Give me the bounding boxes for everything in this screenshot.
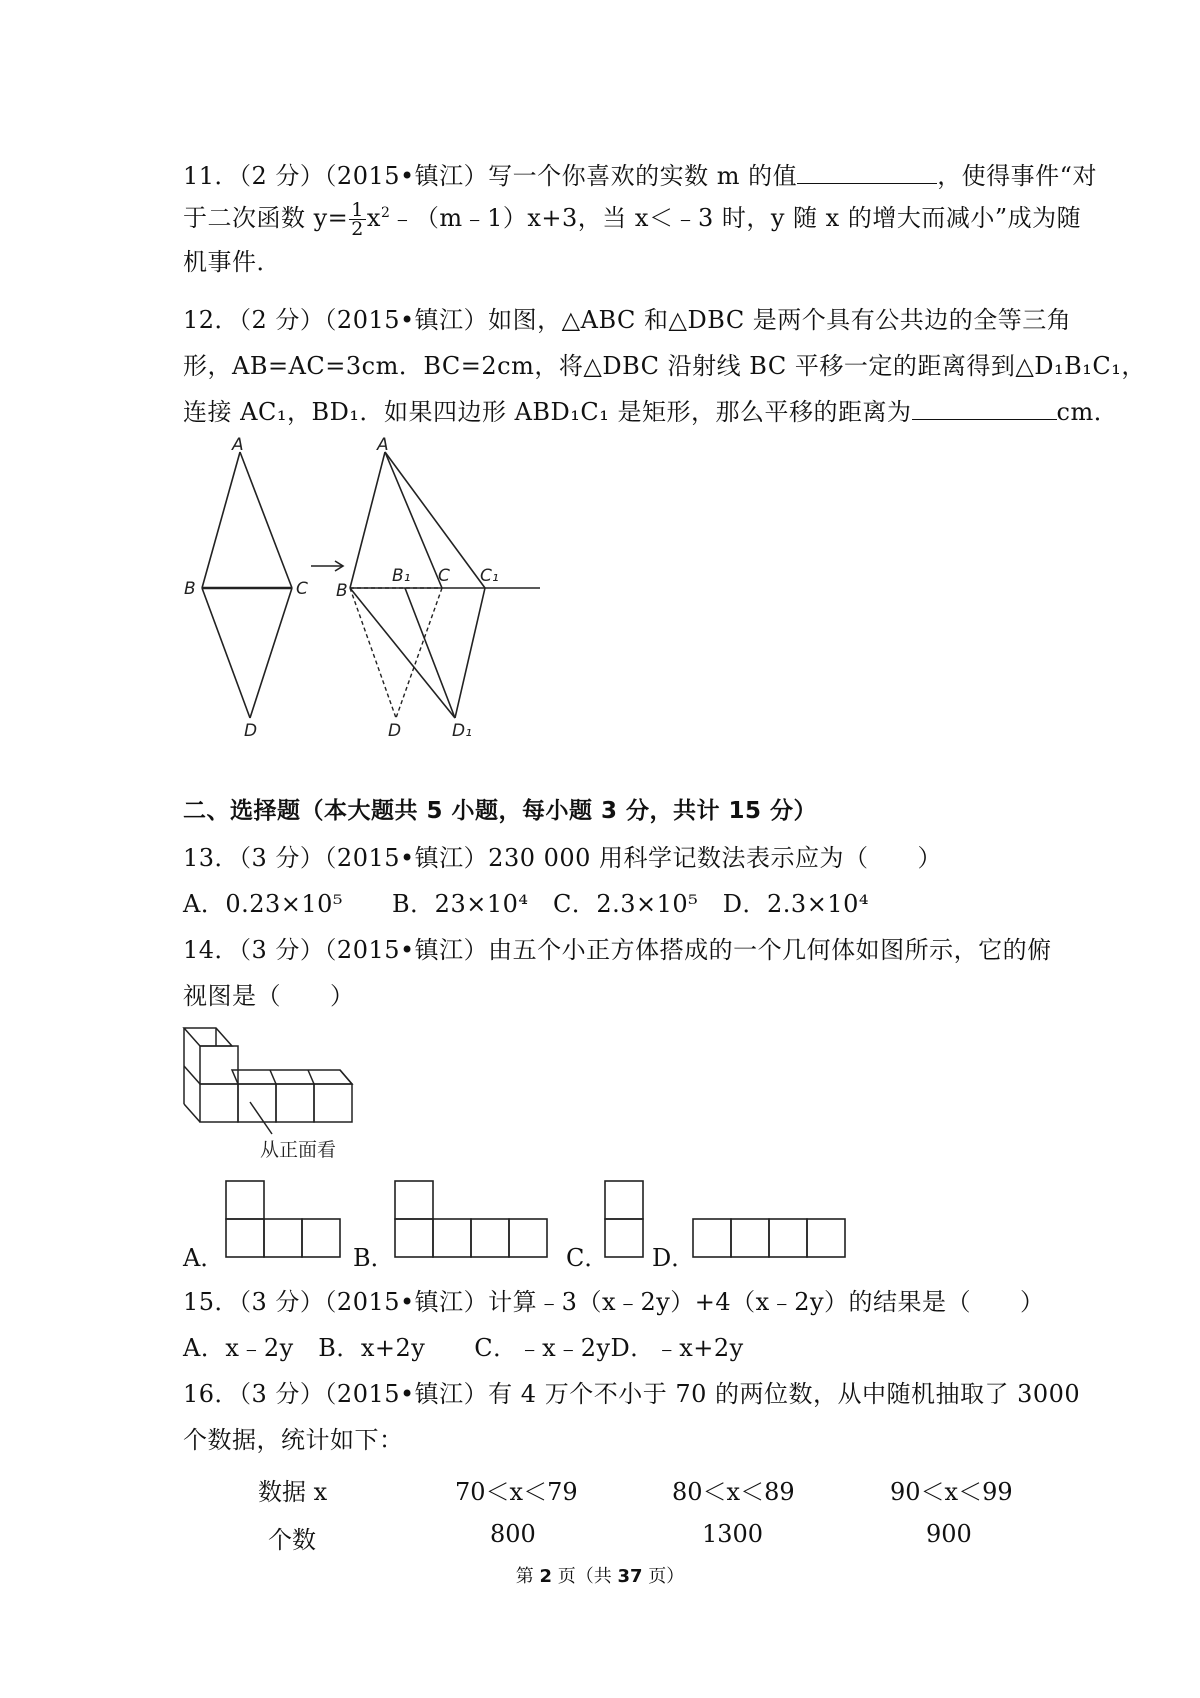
- q15-options: A．x﹣2y B．x+2y C．﹣x﹣2yD．﹣x+2y: [183, 1334, 744, 1362]
- q14-option-b-label[interactable]: B．: [353, 1244, 395, 1272]
- label-b-r: B: [336, 581, 348, 601]
- q11-line3: 机事件．: [183, 248, 281, 276]
- table-cell: 900: [926, 1520, 972, 1548]
- label-b1: B₁: [392, 566, 411, 586]
- segment-cd: [250, 588, 292, 718]
- table-cell: 个数: [268, 1526, 316, 1554]
- q11-text-1: 11．（2 分）（2015•镇江）写一个你喜欢的实数 m 的值: [183, 162, 798, 190]
- segment-b1d1: [405, 588, 455, 718]
- table-header-cell: 90＜x＜99: [890, 1478, 1013, 1506]
- table-header-cell: 70＜x＜79: [455, 1478, 578, 1506]
- q14-option-b-figure[interactable]: [394, 1180, 554, 1266]
- edge: [184, 1104, 200, 1122]
- q16-line1: 16．（3 分）（2015•镇江）有 4 万个不小于 70 的两位数，从中随机抽取了 3000: [183, 1380, 1081, 1408]
- q14-option-c-label[interactable]: C．: [566, 1244, 609, 1272]
- footer-text: 页）: [642, 1566, 685, 1587]
- section-2-heading: 二、选择题（本大题共 5 小题，每小题 3 分，共计 15 分）: [183, 798, 818, 824]
- segment-c1d1: [455, 588, 485, 718]
- table-cell: 1300: [702, 1520, 764, 1548]
- q12-text-3a: 连接 AC₁，BD₁．如果四边形 ABD₁C₁ 是矩形，那么平移的距离为: [183, 398, 912, 426]
- cube-front: [238, 1084, 276, 1122]
- label-d: D: [244, 721, 258, 741]
- q12-line2: 形，AB=AC=3cm．BC=2cm，将△DBC 沿射线 BC 平移一定的距离得到△D₁B₁C₁，: [183, 352, 1146, 380]
- q11-exponent: 2: [380, 205, 391, 221]
- label-d-r: D: [388, 721, 402, 741]
- q11-text-2: ，使得事件“对: [937, 162, 1097, 190]
- q12-figure: [180, 435, 540, 741]
- q11-text-3: 于二次函数 y=: [183, 204, 349, 232]
- q12-answer-blank[interactable]: [912, 395, 1057, 420]
- q12-line1: 12．（2 分）（2015•镇江）如图，△ABC 和△DBC 是两个具有公共边的全等三角: [183, 306, 1072, 334]
- q11-var-x: x: [366, 204, 381, 232]
- q14-option-d-figure[interactable]: [692, 1218, 852, 1264]
- segment-ab-r: [350, 452, 385, 588]
- q14-option-a-label[interactable]: A．: [183, 1244, 225, 1272]
- label-b: B: [184, 579, 196, 599]
- cube-front: [314, 1084, 352, 1122]
- cube-front: [200, 1046, 238, 1084]
- segment-bd: [202, 588, 250, 718]
- edge: [340, 1070, 352, 1084]
- fraction-denominator: 2: [351, 218, 364, 240]
- pointer-line: [250, 1102, 272, 1134]
- cube-front: [276, 1084, 314, 1122]
- q13-options: A．0.23×10⁵ B．23×10⁴ C．2.3×10⁵ D．2.3×10⁴: [183, 890, 869, 918]
- q14-solid-figure: [180, 1020, 380, 1160]
- q14-option-d-label[interactable]: D．: [652, 1244, 696, 1272]
- q11-line2: [183, 198, 1081, 238]
- table-cell: 800: [490, 1520, 536, 1548]
- q11-line1: [183, 156, 1097, 191]
- label-c: C: [296, 579, 308, 599]
- q15-stem: 15．（3 分）（2015•镇江）计算﹣3（x﹣2y）+4（x﹣2y）的结果是（ ）: [183, 1288, 1045, 1316]
- q11-text-4: ﹣（m﹣1）x+3，当 x＜﹣3 时，y 随 x 的增大而减小”成为随: [390, 204, 1082, 232]
- q13-stem: 13．（3 分）（2015•镇江）230 000 用科学记数法表示应为（ ）: [183, 844, 943, 872]
- front-view-label: 从正面看: [260, 1139, 337, 1161]
- q11-fraction: [349, 201, 366, 238]
- table-header-cell: 80＜x＜89: [672, 1478, 795, 1506]
- edge: [308, 1070, 314, 1084]
- q12-text-3b: cm．: [1056, 398, 1119, 426]
- q12-line3: [183, 392, 1118, 427]
- label-c1: C₁: [480, 566, 499, 586]
- q14-line1: 14．（3 分）（2015•镇江）由五个小正方体搭成的一个几何体如图所示，它的俯: [183, 936, 1052, 964]
- cube-top-face: [184, 1028, 232, 1046]
- total-pages: 37: [617, 1566, 643, 1587]
- edge: [184, 1066, 200, 1084]
- page-footer: [0, 1562, 1200, 1588]
- segment-bd1: [350, 588, 455, 718]
- segment-bd-dashed: [350, 588, 396, 718]
- q14-option-c-figure[interactable]: [604, 1180, 648, 1266]
- segment-ac: [240, 452, 292, 588]
- cube-top-row: [232, 1070, 352, 1084]
- page-number: 2: [539, 1566, 552, 1587]
- label-a: A: [232, 435, 244, 455]
- footer-text: 页（共: [552, 1566, 618, 1587]
- cube-front: [200, 1084, 238, 1122]
- q11-answer-blank[interactable]: [797, 159, 937, 184]
- label-a-r: A: [377, 435, 389, 455]
- fraction-numerator: 1: [351, 199, 364, 221]
- q16-line2: 个数据，统计如下：: [183, 1426, 404, 1454]
- label-d1: D₁: [452, 721, 472, 741]
- label-c-r: C: [438, 566, 450, 586]
- segment-ab: [202, 452, 240, 588]
- table-header-cell: 数据 x: [258, 1478, 328, 1506]
- q14-line2: 视图是（ ）: [183, 982, 355, 1010]
- edge: [270, 1070, 276, 1084]
- q14-option-a-figure[interactable]: [225, 1180, 345, 1266]
- footer-text: 第: [515, 1566, 540, 1587]
